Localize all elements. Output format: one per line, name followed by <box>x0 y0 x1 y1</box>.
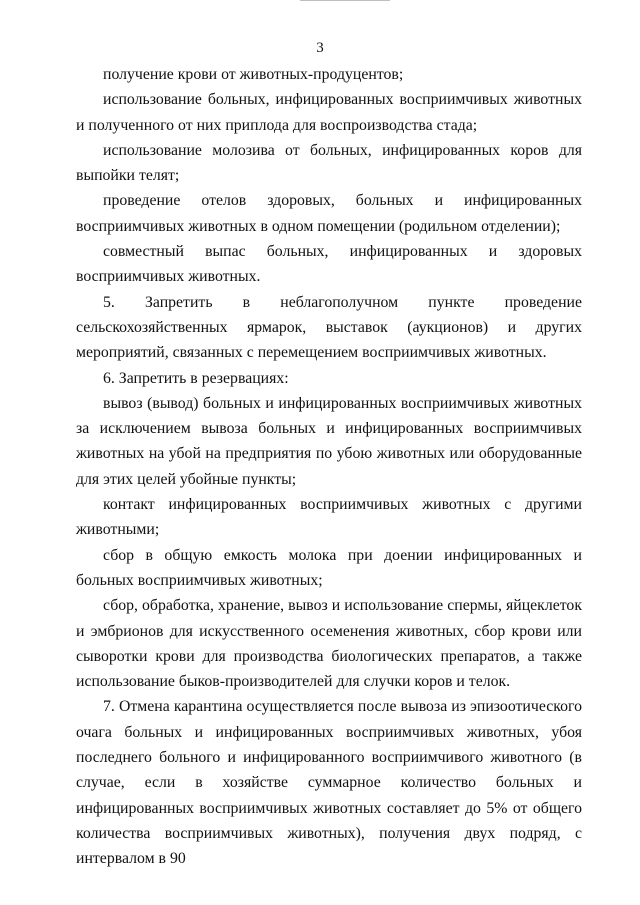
document-body <box>76 62 582 872</box>
paragraph: получение крови от животных-продуцентов; <box>103 66 404 83</box>
paragraph: проведение отелов здоровых, больных и инфицированных восприимчивых животных в одном помещении (родильном отделении); <box>76 192 582 235</box>
scan-artifact <box>300 0 390 4</box>
paragraph: контакт инфицированных восприимчивых животных с другими животными; <box>76 496 582 539</box>
paragraph: сбор, обработка, хранение, вывоз и использование спермы, яйцеклеток и эмбрионов для искусственного осеменения животных, сбор крови или сыворотки крови для производства биологических препаратов, а также использование быков-производителей для случки коров и телок. <box>76 597 582 691</box>
paragraph: 7. Отмена карантина осуществляется после вывоза из эпизоотического очага больных и инфицированных восприимчивых животных, убоя последнего больного и инфицированного восприимчивого животного (в случае, если в хозяйстве суммарное количество больных и инфицированных восприимчивых животных составляет до 5% от общего количества восприимчивых животных), получения двух подряд, с интервалом в 90 <box>76 698 582 868</box>
paragraph: 5. Запретить в неблагополучном пункте проведение сельскохозяйственных ярмарок, выставок (аукционов) и других мероприятий, связанных с перемещением восприимчивых животных. <box>76 293 582 362</box>
paragraph: совместный выпас больных, инфицированных и здоровых восприимчивых животных. <box>76 243 582 286</box>
paragraph: использование молозива от больных, инфицированных коров для выпойки телят; <box>76 141 582 185</box>
paragraph: сбор в общую емкость молока при доении инфицированных и больных восприимчивых животных; <box>76 546 582 589</box>
paragraph: использование больных, инфицированных восприимчивых животных и полученного от них приплода для воспроизводства стада; <box>76 91 582 134</box>
page-number: 3 <box>316 40 324 56</box>
paragraph: 6. Запретить в резервациях: <box>103 369 289 387</box>
paragraph: вывоз (вывод) больных и инфицированных восприимчивых животных за исключением вывоза больных и инфицированных восприимчивых животных на убой на предприятия по убою животных или оборудованные для этих целей убойные пункты; <box>76 394 582 488</box>
